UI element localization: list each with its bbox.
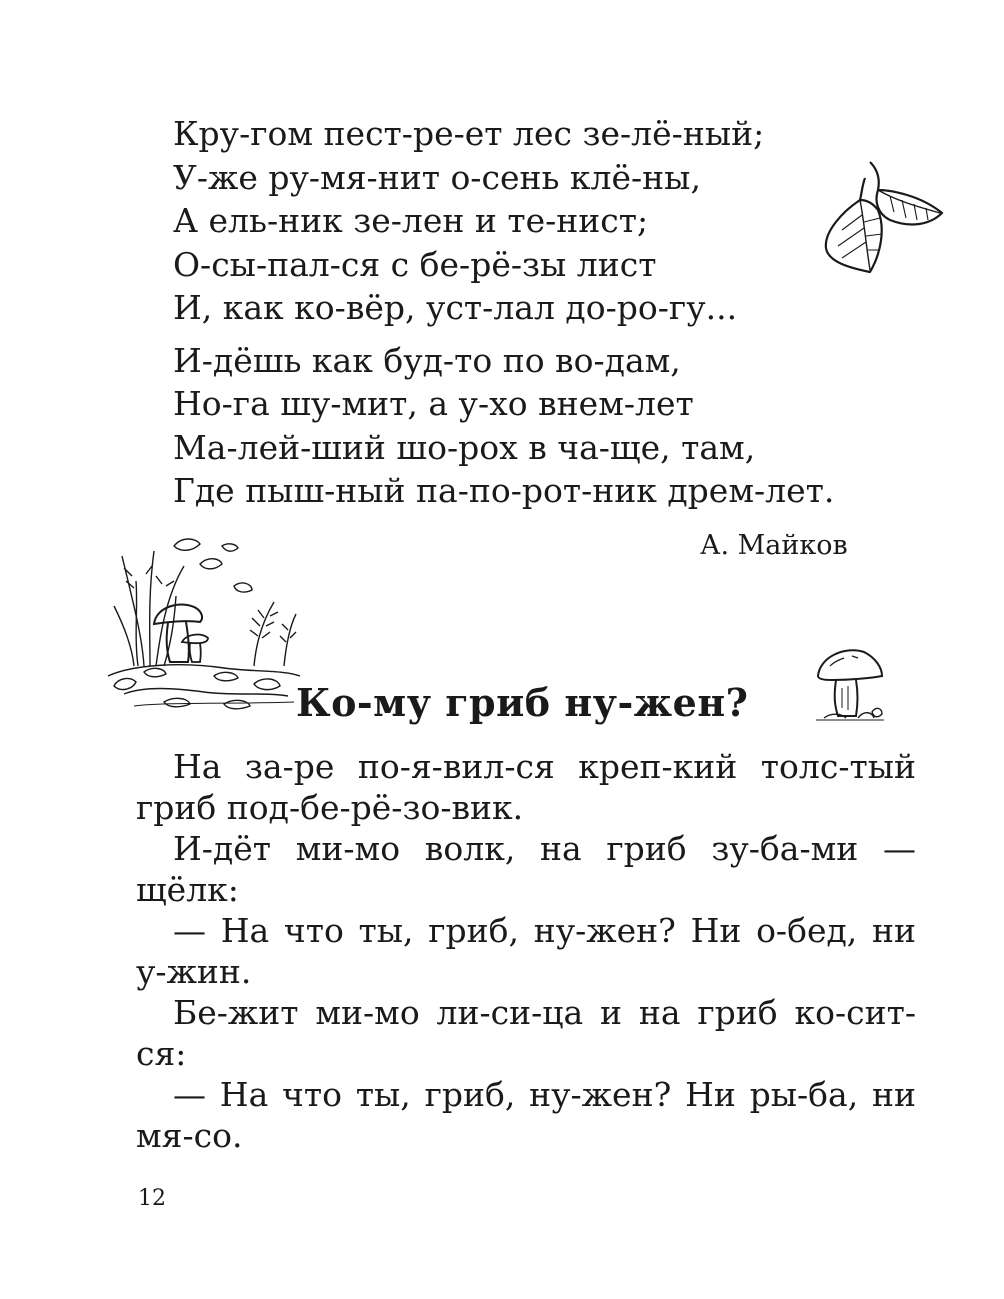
poem-line: Ма-лей-ший шо-рох в ча-ще, там, <box>173 427 756 467</box>
poem-stanza-2 <box>173 339 853 513</box>
story-paragraph: — На что ты, гриб, ну-жен? Ни о-бед, ни у-жин. <box>136 911 916 991</box>
story-title: Ко-му гриб ну-жен? <box>296 680 749 725</box>
mushroom-icon <box>812 642 888 722</box>
poem-line: Где пыш-ный па-по-рот-ник дрем-лет. <box>173 471 835 510</box>
poem-line: Но-га шу-мит, а у-хо внем-лет <box>173 384 694 423</box>
story-paragraph: И-дёт ми-мо волк, на гриб зу-ба-ми — щёлк: <box>136 829 916 909</box>
story-paragraph: Бе-жит ми-мо ли-си-ца и на гриб ко-сит-ся: <box>136 993 916 1073</box>
page-number: 12 <box>138 1186 166 1211</box>
forest-mushroom-scene-icon <box>104 526 304 716</box>
poem-line: И-дёшь как буд-то по во-дам, <box>173 340 681 380</box>
story-paragraph: На за-ре по-я-вил-ся креп-кий толс-тый гриб под-бе-рё-зо-вик. <box>136 747 916 827</box>
poem <box>173 112 853 513</box>
story-text <box>136 746 916 1156</box>
poem-stanza-1 <box>173 112 853 330</box>
birch-leaves-icon <box>820 150 948 285</box>
story-paragraph: — На что ты, гриб, ну-жен? Ни ры-ба, ни мя-со. <box>136 1075 916 1155</box>
poem-line: А ель-ник зе-лен и те-нист; <box>173 201 649 240</box>
poem-line: Кру-гом пест-ре-ет лес зе-лё-ный; <box>173 114 765 153</box>
poem-author: А. Майков <box>700 530 848 561</box>
poem-line: И, как ко-вёр, уст-лал до-ро-гу... <box>173 288 738 327</box>
poem-line: У-же ру-мя-нит о-сень клё-ны, <box>173 157 701 197</box>
poem-line: О-сы-пал-ся с бе-рё-зы лист <box>173 244 657 284</box>
